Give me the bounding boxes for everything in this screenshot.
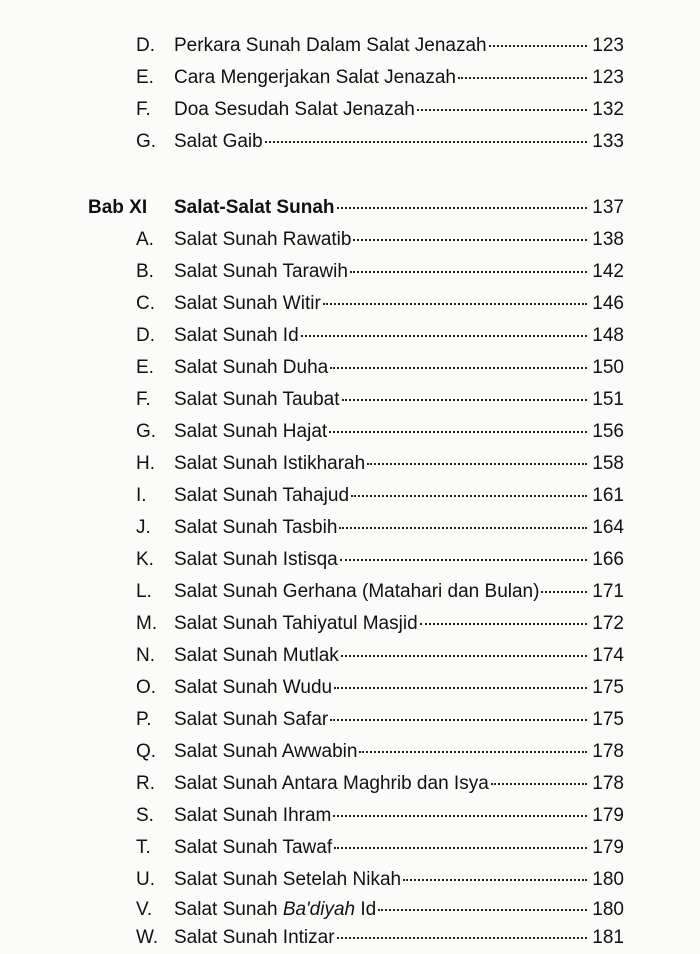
toc-title: Salat Sunah Rawatib: [174, 229, 352, 250]
toc-letter: F.: [136, 389, 151, 410]
toc-chapter-row: [0, 192, 700, 224]
toc-letter: S.: [136, 805, 154, 826]
toc-row: [0, 864, 700, 896]
dot-leader: [301, 335, 587, 337]
toc-entry: [174, 288, 624, 320]
toc-letter: G.: [136, 131, 157, 152]
toc-title: Cara Mengerjakan Salat Jenazah: [174, 67, 457, 88]
toc-entry: [174, 704, 624, 736]
toc-title: Salat Sunah Tawaf: [174, 837, 333, 858]
toc-title: Perkara Sunah Dalam Salat Jenazah: [174, 35, 487, 56]
toc-row: [0, 544, 700, 576]
toc-title: Salat Sunah Witir: [174, 293, 321, 314]
chapter-title: Salat-Salat Sunah: [174, 197, 335, 218]
toc-letter: P.: [136, 709, 152, 730]
toc-page-number: 161: [592, 485, 624, 506]
toc-letter: E.: [136, 67, 154, 88]
toc-letter: O.: [136, 677, 157, 698]
toc-page-number: 174: [592, 645, 624, 666]
toc-entry: [174, 62, 624, 94]
toc-entry: [174, 448, 624, 480]
toc-row: [0, 512, 700, 544]
toc-title-suffix: Id: [355, 899, 377, 920]
toc-letter: N.: [136, 645, 155, 666]
toc-entry: [174, 416, 624, 448]
toc-letter: D.: [136, 325, 155, 346]
toc-title: Salat Sunah Tasbih: [174, 517, 338, 538]
toc-row: [0, 576, 700, 608]
toc-page-number: 180: [592, 869, 624, 890]
toc-letter: V.: [136, 899, 153, 920]
toc-entry: [174, 544, 624, 576]
toc-letter: F.: [136, 99, 151, 120]
toc-page-number: 172: [592, 613, 624, 634]
toc-letter: D.: [136, 35, 155, 56]
toc-letter: T.: [136, 837, 151, 858]
toc-row: [0, 704, 700, 736]
toc-page-number: 156: [592, 421, 624, 442]
toc-letter: C.: [136, 293, 155, 314]
toc-page-number: 123: [592, 35, 624, 56]
toc-row: [0, 640, 700, 672]
dot-leader: [329, 431, 587, 433]
toc-letter: J.: [136, 517, 151, 538]
toc-page-number: 123: [592, 67, 624, 88]
toc-row: [0, 256, 700, 288]
toc-row: [0, 480, 700, 512]
toc-title: Salat Gaib: [174, 131, 263, 152]
toc-row: [0, 320, 700, 352]
dot-leader: [337, 207, 588, 209]
toc-letter: G.: [136, 421, 157, 442]
toc-title: Salat Sunah Taubat: [174, 389, 340, 410]
toc-row: [0, 768, 700, 800]
dot-leader: [359, 751, 587, 753]
dot-leader: [491, 783, 587, 785]
toc-page-number: 151: [592, 389, 624, 410]
toc-title: Salat Sunah Setelah Nikah: [174, 869, 402, 890]
toc-letter: W.: [136, 927, 159, 948]
dot-leader: [330, 367, 587, 369]
dot-leader: [334, 687, 587, 689]
toc-title: Salat Sunah Istikharah: [174, 453, 366, 474]
toc-row: [0, 922, 700, 954]
dot-leader: [341, 655, 587, 657]
toc-row: [0, 384, 700, 416]
toc-entry: [174, 736, 624, 768]
toc-entry: [174, 352, 624, 384]
toc-entry: [174, 672, 624, 704]
toc-row: [0, 832, 700, 864]
toc-letter: K.: [136, 549, 154, 570]
toc-page-number: 150: [592, 357, 624, 378]
dot-leader: [353, 239, 587, 241]
dot-leader: [323, 303, 587, 305]
dot-leader: [340, 559, 587, 561]
toc-title: Salat Sunah Duha: [174, 357, 329, 378]
toc-entry: [174, 480, 624, 512]
toc-page-number: 146: [592, 293, 624, 314]
toc-page-number: 179: [592, 805, 624, 826]
toc-letter: I.: [136, 485, 147, 506]
dot-leader: [337, 937, 587, 939]
dot-leader: [378, 909, 587, 911]
toc-letter: L.: [136, 581, 152, 602]
toc-title: Salat Sunah Intizar: [174, 927, 335, 948]
toc-row: [0, 62, 700, 94]
toc-row: [0, 672, 700, 704]
toc-row: [0, 736, 700, 768]
toc-title: Salat Sunah Antara Maghrib dan Isya: [174, 773, 489, 794]
dot-leader: [489, 45, 587, 47]
toc-entry: [174, 30, 624, 62]
toc-title: Salat Sunah Tahajud: [174, 485, 350, 506]
toc-page-number: 166: [592, 549, 624, 570]
toc-title: Salat Sunah Hajat: [174, 421, 328, 442]
toc-entry: [174, 768, 624, 800]
toc-entry: [174, 864, 624, 896]
toc-row: [0, 352, 700, 384]
toc-letter: A.: [136, 229, 154, 250]
toc-page-number: 138: [592, 229, 624, 250]
toc-page-number: 164: [592, 517, 624, 538]
dot-leader: [351, 495, 587, 497]
toc-page-number: 148: [592, 325, 624, 346]
toc-entry: [174, 512, 624, 544]
toc-title: Salat Sunah Tarawih: [174, 261, 348, 282]
dot-leader: [330, 719, 587, 721]
toc-title: Salat Sunah Wudu: [174, 677, 333, 698]
dot-leader: [403, 879, 587, 881]
toc-letter: E.: [136, 357, 154, 378]
toc-page-number: 171: [592, 581, 624, 602]
toc-page-number: 178: [592, 773, 624, 794]
toc-entry: [174, 256, 624, 288]
toc-title: Salat Sunah Awwabin: [174, 741, 358, 762]
dot-leader: [417, 109, 587, 111]
toc-entry: [174, 224, 624, 256]
toc-page-number: 132: [592, 99, 624, 120]
toc-title-italic: Ba'diyah: [282, 899, 356, 920]
toc-page-number: 179: [592, 837, 624, 858]
toc-row: [0, 224, 700, 256]
toc-title: Salat Sunah Id: [174, 325, 299, 346]
toc-title: Doa Sesudah Salat Jenazah: [174, 99, 415, 120]
toc-title: Salat Sunah Tahiyatul Masjid: [174, 613, 418, 634]
toc-row: [0, 288, 700, 320]
toc-entry: [174, 576, 624, 608]
toc-page-number: 175: [592, 709, 624, 730]
toc-row: [0, 448, 700, 480]
toc-page-number: 181: [592, 927, 624, 948]
toc-letter: B.: [136, 261, 154, 282]
toc-row: [0, 126, 700, 158]
dot-leader: [350, 271, 587, 273]
toc-entry: [174, 800, 624, 832]
toc-page-number: 180: [592, 899, 624, 920]
chapter-label: Bab XI: [88, 197, 148, 218]
toc-entry: [174, 608, 624, 640]
toc-entry: [174, 832, 624, 864]
dot-leader: [339, 527, 587, 529]
toc-letter: M.: [136, 613, 158, 634]
dot-leader: [334, 847, 587, 849]
dot-leader: [367, 463, 587, 465]
toc-letter: Q.: [136, 741, 157, 762]
toc-row: [0, 30, 700, 62]
toc-title-prefix: Salat Sunah: [174, 899, 283, 920]
toc-entry: [174, 94, 624, 126]
toc-page-number: 142: [592, 261, 624, 282]
dot-leader: [265, 141, 587, 143]
dot-leader: [333, 815, 587, 817]
toc-row: [0, 416, 700, 448]
toc-row: [0, 608, 700, 640]
dot-leader: [541, 591, 587, 593]
toc-page-number: 133: [592, 131, 624, 152]
toc-title: Salat Sunah Mutlak: [174, 645, 339, 666]
toc-page-number: 158: [592, 453, 624, 474]
dot-leader: [420, 623, 587, 625]
toc-row: [0, 800, 700, 832]
toc-letter: R.: [136, 773, 155, 794]
toc-entry: [174, 384, 624, 416]
toc-entry: [174, 922, 624, 954]
toc-page-number: 137: [592, 197, 624, 218]
dot-leader: [342, 399, 587, 401]
dot-leader: [458, 77, 587, 79]
toc-title: Salat Sunah Gerhana (Matahari dan Bulan): [174, 581, 540, 602]
toc-row: [0, 94, 700, 126]
toc-entry: [174, 640, 624, 672]
toc-entry: [174, 126, 624, 158]
toc-letter: H.: [136, 453, 155, 474]
toc-page-number: 178: [592, 741, 624, 762]
toc-entry: [174, 192, 624, 224]
toc-title: Salat Sunah Safar: [174, 709, 329, 730]
toc-title: Salat Sunah Istisqa: [174, 549, 338, 570]
toc-title: Salat Sunah Ihram: [174, 805, 332, 826]
toc-letter: U.: [136, 869, 155, 890]
toc-page-number: 175: [592, 677, 624, 698]
toc-entry: [174, 320, 624, 352]
